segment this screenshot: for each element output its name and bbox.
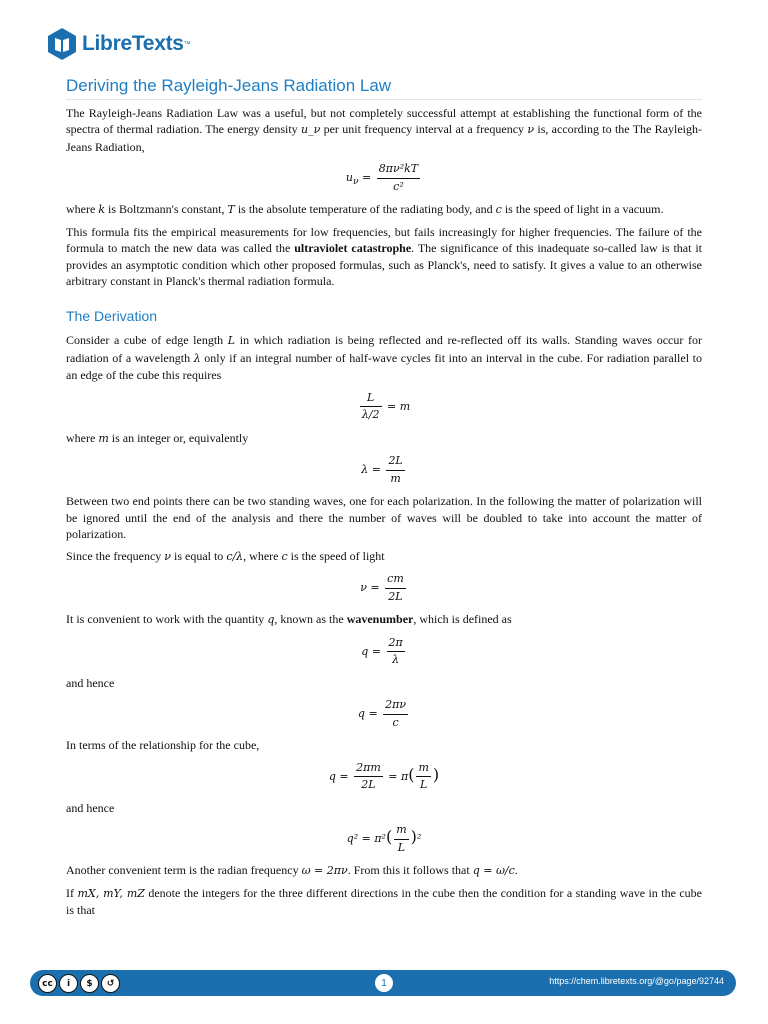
equation-wavenumber-cube: q = $\frac{2\pi m}{2L}$ = π( $\frac{m}{L}$ )	[328, 760, 440, 791]
section-heading: The Derivation	[66, 307, 158, 324]
sa-icon: ↺	[101, 974, 120, 993]
libretexts-logo-icon	[46, 27, 78, 61]
deriv-paragraph-9: Another convenient term is the radian frequency ω = 2πν. From this it follows that q = ω/c.	[66, 863, 518, 877]
libretexts-logo[interactable]	[46, 26, 191, 62]
intro-paragraph-3: This formula fits the empirical measurements for low frequencies, but fails increasingly for higher frequencies. The failure of the formula to match the new data was called the ultraviolet catastrophe. The significance of this inadequate so-called law is that it provides an asymptotic condition which other proposed formulas, such as Planck's, need to satisfy. It gives a value to an otherwise arbitrary constant in Planck's thermal radiation formula.	[66, 224, 703, 288]
deriv-paragraph-4: Since the frequency ν is equal to c/λ, where c is the speed of light	[66, 548, 385, 563]
equation-wavenumber-nu: q = $\frac{2\pi\nu}{c}$	[357, 698, 407, 729]
nc-icon: $	[80, 974, 99, 993]
equation-wavenumber-squared: q² = π²( $\frac{m}{L}$ )²	[346, 823, 422, 854]
deriv-paragraph-3: Between two end points there can be two standing waves, one for each polarization. In the following the matter of polarization will be ignored until the end of the analysis and there the number of waves will be doubled to take into account the matter of polarization.	[66, 494, 702, 541]
deriv-paragraph-1: Consider a cube of edge length L in which radiation is being reflected and re-reflected off its walls. Standing waves occur for radiation of a wavelength λ only if an integral number of half-wave cycles fit into an interval in the cube. For radiation parallel to an edge of the cube this requires	[66, 333, 702, 382]
page-url[interactable]: https://chem.libretexts.org/@go/page/92744	[549, 976, 724, 986]
equation-rayleigh-jeans: $u_\nu$ = $\frac{\text{8πν²kT}}{\text{c²}}$	[345, 162, 419, 193]
deriv-paragraph-7: In terms of the relationship for the cube,	[66, 738, 260, 752]
equation-wavelength: λ = $\frac{2L}{m}$	[361, 454, 403, 485]
by-icon: i	[59, 974, 78, 993]
page-title: Deriving the Rayleigh-Jeans Radiation Law	[66, 78, 702, 100]
brand-name: LibreTexts	[82, 32, 184, 55]
equation-half-wave: $\frac{L}{\lambda/2}$ = m	[361, 390, 411, 421]
page-footer	[30, 970, 736, 996]
cc-license-badge[interactable]	[38, 974, 120, 993]
equation-frequency: ν = $\frac{cm}{2L}$	[360, 572, 404, 603]
deriv-paragraph-5: It is convenient to work with the quantity q, known as the wavenumber, which is defined as	[66, 612, 512, 626]
brand-tm: ™	[183, 40, 191, 48]
equation-wavenumber: q = $\frac{2\pi}{\lambda}$	[361, 635, 403, 666]
cc-icon: cc	[38, 974, 57, 993]
intro-paragraph-1: The Rayleigh-Jeans Radiation Law was a useful, but not completely successful attempt at establishing the functional form of the spectra of thermal radiation. The energy density u_ν per unit frequency interval at a frequency ν is, according to the The Rayleigh-Jeans Radiation,	[66, 105, 702, 154]
intro-paragraph-2: where k is Boltzmann's constant, T is the absolute temperature of the radiating body, and c is the speed of light in a vacuum.	[66, 202, 664, 216]
page-number: 1	[375, 974, 393, 992]
document-body	[66, 78, 702, 919]
deriv-paragraph-6: and hence	[66, 675, 115, 690]
deriv-paragraph-8: and hence	[66, 800, 115, 815]
deriv-paragraph-2: where m is an integer or, equivalently	[66, 430, 249, 445]
deriv-paragraph-10: If mX, mY, mZ denote the integers for the three different directions in the cube then the condition for a standing wave in the cube is that	[66, 885, 702, 917]
